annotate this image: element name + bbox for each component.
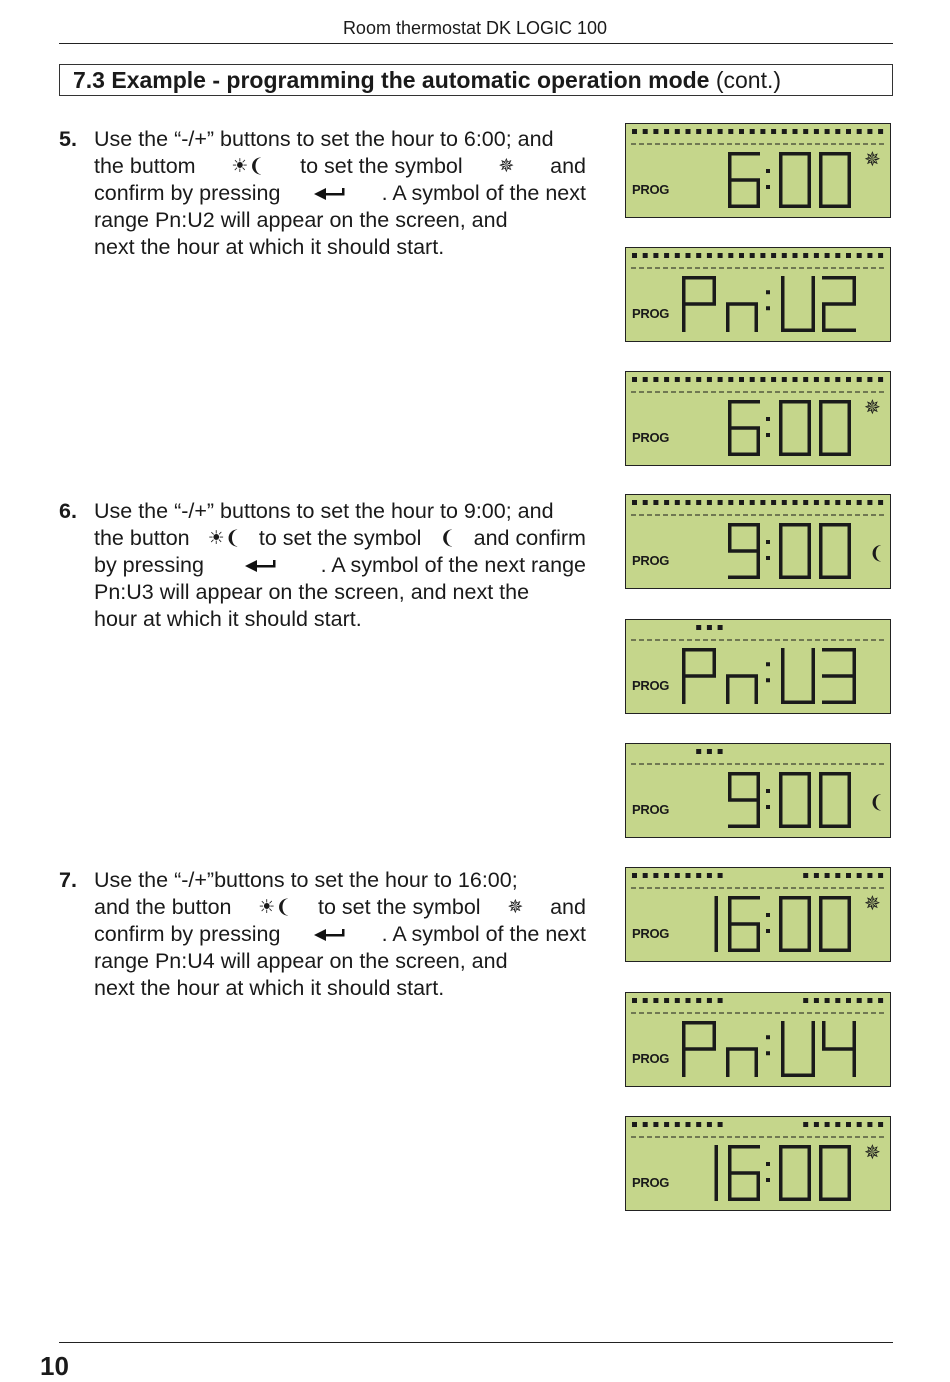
segment-digit	[715, 896, 719, 952]
segment-digit	[779, 400, 811, 456]
enter-arrow-icon	[314, 929, 348, 941]
header-rule	[59, 43, 893, 44]
lcd-display	[625, 743, 891, 838]
step-text-fragment: to set the symbol	[300, 154, 463, 178]
segment-digit	[779, 1145, 811, 1201]
step-line: Use the “-/+”buttons to set the hour to 16:00;	[94, 868, 518, 892]
sun-moon-icon: ☀❨	[231, 155, 265, 177]
colon-dot	[766, 1035, 770, 1039]
step-line: Pn:U3 will appear on the screen, and next the	[94, 580, 530, 604]
sun-icon: ✵	[864, 891, 881, 915]
schedule-bar-dots	[632, 998, 883, 1003]
colon-dot	[766, 678, 770, 682]
schedule-bar-dots	[632, 253, 883, 258]
step-text	[94, 867, 586, 1002]
segment-digit	[779, 896, 811, 952]
lcd-display	[625, 371, 891, 466]
step-line: next the hour at which it should start.	[94, 235, 445, 259]
sun-moon-icon: ☀❨	[207, 527, 241, 549]
segment-digit	[728, 772, 760, 828]
segment-digit	[726, 302, 758, 332]
schedule-bar-dots	[632, 500, 883, 505]
schedule-bar-dots	[632, 129, 883, 134]
segment-digit	[781, 1021, 815, 1077]
step-text-fragment: and the button	[94, 895, 232, 919]
step-number: 5.	[59, 127, 77, 151]
lcd-graphic	[626, 495, 891, 589]
segment-digit	[781, 648, 815, 704]
step-line: Use the “-/+” buttons to set the hour to 6:00; and	[94, 127, 554, 151]
sun-icon: ✵	[864, 1140, 881, 1164]
lcd-display	[625, 123, 891, 218]
segment-digit	[779, 772, 811, 828]
schedule-bar-dots	[696, 625, 722, 630]
schedule-bar-dots	[632, 377, 883, 382]
lcd-graphic	[626, 993, 891, 1087]
lcd-graphic	[626, 620, 891, 714]
sun-icon: ✵	[498, 155, 515, 177]
schedule-bar-dots	[632, 873, 883, 878]
step-line	[94, 153, 586, 180]
schedule-bar-dots	[696, 749, 722, 754]
colon-dot	[766, 556, 770, 560]
colon-dot	[766, 290, 770, 294]
colon-dot	[766, 913, 770, 917]
step-text	[94, 126, 586, 261]
lcd-graphic	[626, 248, 891, 342]
segment-digit	[726, 1047, 758, 1077]
step-text-fragment: and	[550, 895, 586, 919]
running-header: Room thermostat DK LOGIC 100	[342, 18, 608, 38]
segment-digit	[822, 276, 856, 332]
schedule-bar-dots	[632, 1122, 883, 1127]
step-text-fragment: to set the symbol	[318, 895, 481, 919]
step-text-fragment: confirm by pressing	[94, 181, 281, 205]
section-title-box	[59, 64, 893, 96]
prog-label: PROG	[632, 1051, 670, 1066]
segment-digit	[715, 1145, 719, 1201]
colon-dot	[766, 417, 770, 421]
step-line: range Pn:U2 will appear on the screen, and	[94, 208, 508, 232]
segment-digit	[779, 523, 811, 579]
colon-dot	[766, 540, 770, 544]
footer-rule	[59, 1342, 893, 1343]
lcd-display	[625, 992, 891, 1087]
step-number: 6.	[59, 499, 77, 523]
section-title	[73, 67, 781, 94]
step-text-fragment: . A symbol of the next	[381, 922, 586, 946]
step-text-fragment: the button	[94, 526, 190, 550]
lcd-graphic	[626, 868, 891, 962]
colon-dot	[766, 1162, 770, 1166]
colon-dot	[766, 169, 770, 173]
colon-dot	[766, 1178, 770, 1182]
moon-icon: ❨	[869, 792, 885, 813]
prog-label: PROG	[632, 182, 670, 197]
step-text-fragment: . A symbol of the next	[381, 181, 586, 205]
prog-label: PROG	[632, 926, 670, 941]
moon-icon: ❨	[869, 543, 885, 564]
lcd-graphic	[626, 744, 891, 838]
segment-digit	[682, 648, 716, 704]
lcd-display	[625, 867, 891, 962]
enter-arrow-icon	[314, 188, 348, 200]
step-text	[94, 498, 586, 633]
prog-label: PROG	[632, 430, 670, 445]
step-number: 7.	[59, 868, 77, 892]
step-text-fragment: confirm by pressing	[94, 922, 281, 946]
segment-digit	[822, 1021, 856, 1077]
step-line	[94, 894, 586, 921]
segment-digit	[726, 674, 758, 704]
segment-digit	[779, 152, 811, 208]
segment-digit	[781, 276, 815, 332]
step-text-fragment: by pressing	[94, 553, 204, 577]
lcd-display	[625, 494, 891, 589]
segment-digit	[819, 896, 851, 952]
step-line	[94, 552, 586, 579]
colon-dot	[766, 306, 770, 310]
step-line: Use the “-/+” buttons to set the hour to 9:00; and	[94, 499, 554, 523]
step-line: range Pn:U4 will appear on the screen, and	[94, 949, 508, 973]
segment-digit	[728, 523, 760, 579]
lcd-display	[625, 619, 891, 714]
colon-dot	[766, 805, 770, 809]
moon-icon: ❨	[439, 527, 456, 549]
sun-icon: ✵	[507, 896, 524, 918]
prog-label: PROG	[632, 802, 670, 817]
sun-icon: ✵	[864, 147, 881, 171]
colon-dot	[766, 929, 770, 933]
segment-digit	[728, 400, 760, 456]
step-text-fragment: . A symbol of the next range	[320, 553, 586, 577]
lcd-display	[625, 247, 891, 342]
step-text-fragment: and confirm	[473, 526, 586, 550]
step-text-fragment: and	[550, 154, 586, 178]
page-number: 10	[40, 1351, 69, 1381]
colon-dot	[766, 433, 770, 437]
section-title-suffix: (cont.)	[715, 67, 782, 93]
segment-digit	[728, 896, 760, 952]
step-line	[94, 180, 586, 207]
colon-dot	[766, 1051, 770, 1055]
segment-digit	[682, 276, 716, 332]
sun-moon-icon: ☀❨	[258, 896, 292, 918]
lcd-graphic	[626, 1117, 891, 1211]
prog-label: PROG	[632, 553, 670, 568]
section-title-bold: 7.3 Example - programming the automatic operation mode	[73, 67, 710, 93]
sun-icon: ✵	[864, 395, 881, 419]
segment-digit	[819, 772, 851, 828]
segment-digit	[819, 1145, 851, 1201]
segment-digit	[822, 648, 856, 704]
step-line	[94, 921, 586, 948]
lcd-display	[625, 1116, 891, 1211]
segment-digit	[819, 523, 851, 579]
segment-digit	[728, 1145, 760, 1201]
segment-digit	[728, 152, 760, 208]
segment-digit	[819, 152, 851, 208]
step-text-fragment: to set the symbol	[258, 526, 422, 550]
colon-dot	[766, 662, 770, 666]
enter-arrow-icon	[245, 560, 279, 572]
lcd-graphic	[626, 372, 891, 466]
lcd-graphic	[626, 124, 891, 218]
step-line: hour at which it should start.	[94, 607, 362, 631]
step-text-fragment: the buttom	[94, 154, 196, 178]
step-line	[94, 525, 586, 552]
colon-dot	[766, 185, 770, 189]
prog-label: PROG	[632, 678, 670, 693]
prog-label: PROG	[632, 306, 670, 321]
colon-dot	[766, 789, 770, 793]
step-line: next the hour at which it should start.	[94, 976, 445, 1000]
segment-digit	[819, 400, 851, 456]
segment-digit	[682, 1021, 716, 1077]
prog-label: PROG	[632, 1175, 670, 1190]
